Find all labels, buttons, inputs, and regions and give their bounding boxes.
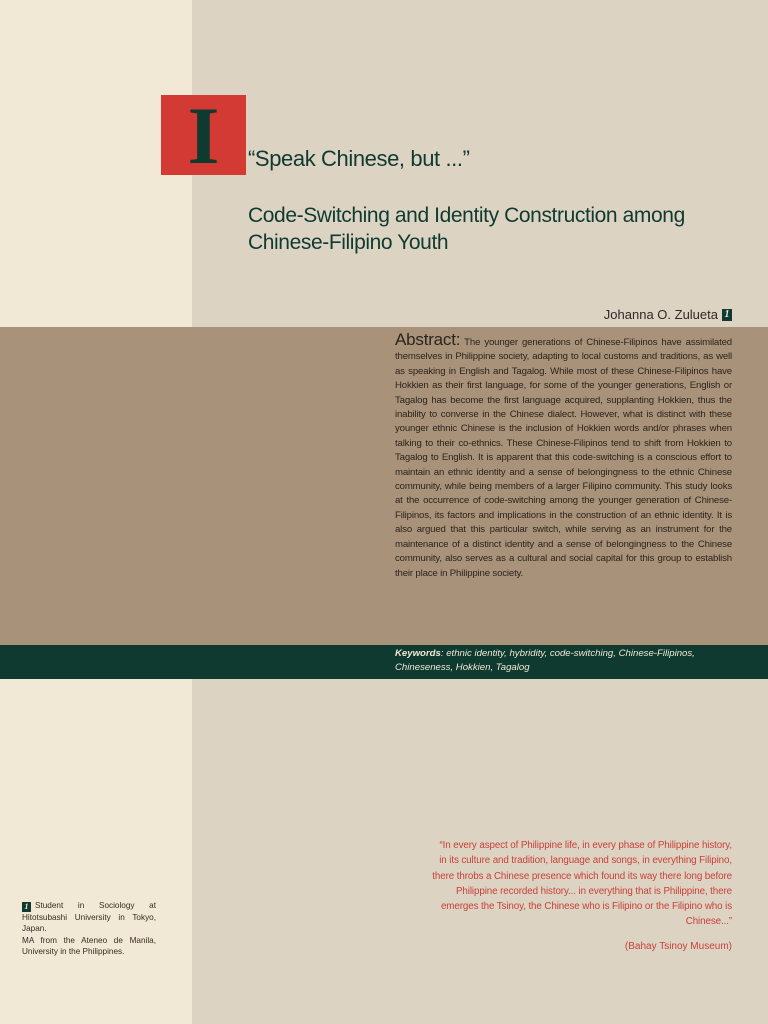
author-name: Johanna O. Zulueta [603,307,718,322]
keywords-label: Keywords [395,648,441,659]
keywords-text: : ethnic identity, hybridity, code-switching, Chinese-Filipinos, Chineseness, Hokkien, Tagalog [395,648,695,674]
abstract-heading: Abstract: [395,330,461,349]
drop-cap-box [161,90,246,181]
footnote-marker: 1 [22,902,31,912]
chapter-title: “Speak Chinese, but ...” [248,146,470,171]
abstract-body: The younger generations of Chinese-Filipinos have assimilated themselves in Philippine society, adapting to local customs and traditions, as well as speaking in English and Tagalog. While most of these Chinese-Filipinos have Hokkien as their first language, for some of the younger generations, English or Tagalog has become the first language acquired, supplanting Hokkien, thus the inability to converse in the Chinese dialect. However, what is distinct with these younger ethnic Chinese is the inclusion of Hokkien words and/or phrases when talking to their co-ethnics. These Chinese-Filipinos tend to shift from Hokkien to Tagalog to English. It is apparent that this code-switching is a conscious effort to maintain an ethnic identity and a sense of belongingness to the ethnic Chinese community, while being members of a larger Filipino community. This study looks at the occurrence of code-switching among the younger generation of Chinese-Filipinos, its factors and implications in the construction of an ethnic identity. It is also argued that this particular switch, while serving as an instrument for the maintenance of a distinct identity and a sense of belongingness to the Chinese community, also serves as a cultural and social capital for this group to establish their place in Philippine society. [395,337,732,579]
epigraph-quote: “In every aspect of Philippine life, in every phase of Philippine history, in its culture and tradition, language and songs, in everything Filipino, there throbs a Chinese presence which found its way there long before Philippine recorded history... in everything that is Philippine, there emerges the Tsinoy, the Chinese who is Filipino or the Filipino who is Chinese...” [432,840,732,928]
keywords-line [395,647,725,676]
footnote-line-2: MA from the Ateneo de Manila, University in the Philippines. [22,935,156,957]
author-row [604,307,732,322]
author-footnote [22,900,156,958]
footnote-line-1 [22,900,156,935]
chapter-subtitle: Code-Switching and Identity Construction among Chinese-Filipino Youth [248,204,685,254]
drop-cap-letter: I [187,90,220,181]
epigraph-source: (Bahay Tsinoy Museum) [624,941,732,952]
author-footnote-marker[interactable]: 1 [722,309,732,321]
footnote-affiliation: Student in Sociology at Hitotsubashi University in Tokyo, Japan. [22,901,156,934]
abstract-paragraph [395,330,732,581]
